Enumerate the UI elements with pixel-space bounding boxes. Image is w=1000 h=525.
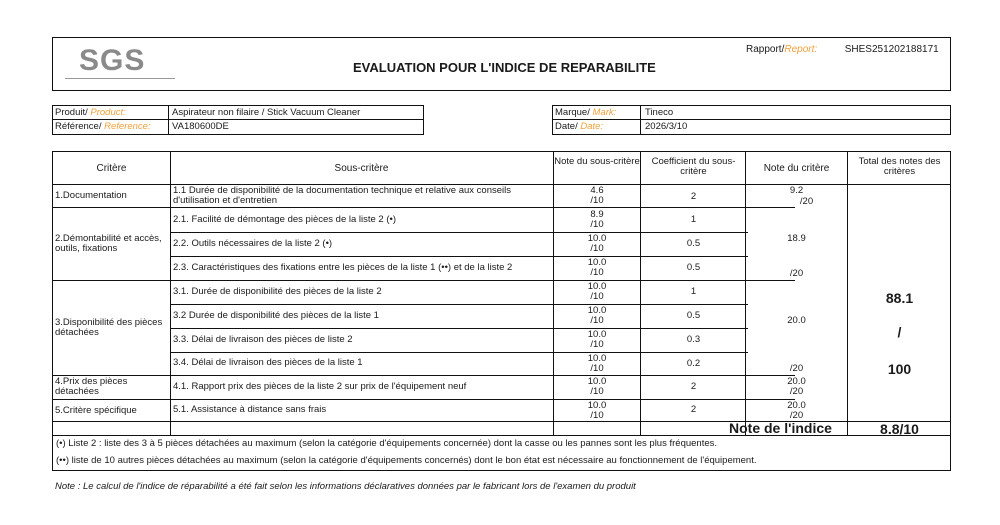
header-critere: Critère xyxy=(96,163,127,174)
header-note-sous-critere: Note du sous-critère xyxy=(554,156,640,167)
evaluation-table xyxy=(52,151,951,471)
sub-criterion: 3.3. Délai de livraison des pièces de liste 2 xyxy=(173,334,353,345)
criterion-note: 20.0 /20 xyxy=(787,376,806,397)
brand-info xyxy=(552,105,951,135)
index-value: 8.8/10 xyxy=(880,421,919,437)
index-label: Note de l'indice xyxy=(729,420,832,436)
coefficient: 0.2 xyxy=(686,358,701,369)
criterion-label: 1.Documentation xyxy=(55,190,127,201)
sgs-logo-text: SGS xyxy=(79,44,146,77)
sub-criterion: 2.1. Facilité de démontage des pièces de la liste 2 (•) xyxy=(173,214,397,225)
coefficient: 1 xyxy=(690,214,697,225)
date-value: 2026/3/10 xyxy=(645,121,688,132)
report-number-value: SHES251202188171 xyxy=(844,44,939,55)
sub-criterion: 3.4. Délai de livraison des pièces de la liste 1 xyxy=(173,357,363,368)
brand-label: Marque/ Mark: xyxy=(555,107,617,118)
coefficient: 0.5 xyxy=(686,310,701,321)
coefficient: 0.5 xyxy=(686,262,701,273)
sub-note: 4.6 /10 xyxy=(590,185,604,206)
coefficient: 2 xyxy=(690,404,697,415)
report-number xyxy=(746,44,939,55)
sub-note: 10.0 /10 xyxy=(587,305,607,326)
coefficient: 0.5 xyxy=(686,238,701,249)
criterion-denom: /20 xyxy=(799,196,814,207)
product-info xyxy=(52,105,424,135)
criterion-denom: /20 xyxy=(789,363,804,374)
sub-criterion: 3.1. Durée de disponibilité des pièces de la liste 2 xyxy=(173,286,382,297)
sgs-logo xyxy=(79,44,145,78)
header-sous-critere: Sous-critère xyxy=(334,163,389,174)
sub-criterion: 5.1. Assistance à distance sans frais xyxy=(173,404,327,415)
sub-criterion: 2.3. Caractéristiques des fixations entre les pièces de la liste 1 (••) et de la liste 2 xyxy=(173,262,513,273)
header-total: Total des notes des critères xyxy=(858,156,941,177)
sub-criterion: 3.2 Durée de disponibilité des pièces de la liste 1 xyxy=(173,310,379,321)
total-slash: / xyxy=(897,324,902,340)
report-label-en: Report: xyxy=(784,44,818,55)
sub-criterion: 1.1 Durée de disponibilité de la documentation technique et relative aux conseils d'utilisation et d'entretien xyxy=(173,185,511,206)
footnote-list-1: (••) liste de 10 autres pièces détachées au maximum (selon la catégorie d'équipements concernés) dont le bon état est nécessaire au fonctionnement de l'équipement. xyxy=(56,455,757,466)
sub-note: 10.0 /10 xyxy=(587,353,607,374)
report-label: Rapport/ xyxy=(746,44,785,55)
product-label: Produit/ Product: xyxy=(55,107,126,118)
coefficient: 2 xyxy=(690,381,697,392)
criterion-label: 4.Prix des pièces détachées xyxy=(55,376,128,397)
sub-criterion: 4.1. Rapport prix des pièces de la liste 2 sur prix de l'équipement neuf xyxy=(173,381,467,392)
criterion-label: 5.Critère spécifique xyxy=(55,405,137,416)
sub-note: 10.0 /10 xyxy=(587,329,607,350)
report-header xyxy=(52,37,951,91)
date-label: Date/ Date: xyxy=(555,121,604,132)
sub-criterion: 2.2. Outils nécessaires de la liste 2 (•) xyxy=(173,238,333,249)
sub-note: 10.0 /10 xyxy=(587,257,607,278)
header-note-critere: Note du critère xyxy=(763,163,830,174)
sub-note: 10.0 /10 xyxy=(587,281,607,302)
criterion-note: 18.9 xyxy=(787,233,806,244)
sub-note: 8.9 /10 xyxy=(590,209,604,230)
criterion-note: 20.0 /20 xyxy=(787,400,806,421)
coefficient: 1 xyxy=(690,286,697,297)
page-title: EVALUATION POUR L'INDICE DE REPARABILITE xyxy=(353,60,656,75)
total-max: 100 xyxy=(887,361,912,377)
criterion-label: 3.Disponibilité des pièces détachées xyxy=(55,317,163,338)
header-coefficient: Coefficient du sous-critère xyxy=(651,156,736,177)
coefficient: 2 xyxy=(690,191,697,202)
criterion-denom: /20 xyxy=(789,268,804,279)
criterion-note: 9.2 xyxy=(789,185,804,196)
calculation-note: Note : Le calcul de l'indice de réparabilité a été fait selon les informations déclaratives données par le fabricant lors de l'examen du produit xyxy=(55,481,636,492)
brand-value: Tineco xyxy=(645,107,674,118)
coefficient: 0.3 xyxy=(686,334,701,345)
sub-note: 10.0 /10 xyxy=(587,400,607,421)
product-value: Aspirateur non filaire / Stick Vacuum Cleaner xyxy=(172,107,361,118)
total-value: 88.1 xyxy=(885,290,914,306)
criterion-note: 20.0 xyxy=(787,315,806,326)
reference-label: Référence/ Reference: xyxy=(55,121,151,132)
sub-note: 10.0 /10 xyxy=(587,376,607,397)
footnote-list-2: (•) Liste 2 : liste des 3 à 5 pièces détachées au maximum (selon la catégorie d'équipements concernée) dont la casse ou les pannes sont les plus fréquentes. xyxy=(56,438,718,449)
criterion-label: 2.Démontabilité et accès, outils, fixations xyxy=(55,233,162,254)
sub-note: 10.0 /10 xyxy=(587,233,607,254)
reference-value: VA180600DE xyxy=(172,121,229,132)
